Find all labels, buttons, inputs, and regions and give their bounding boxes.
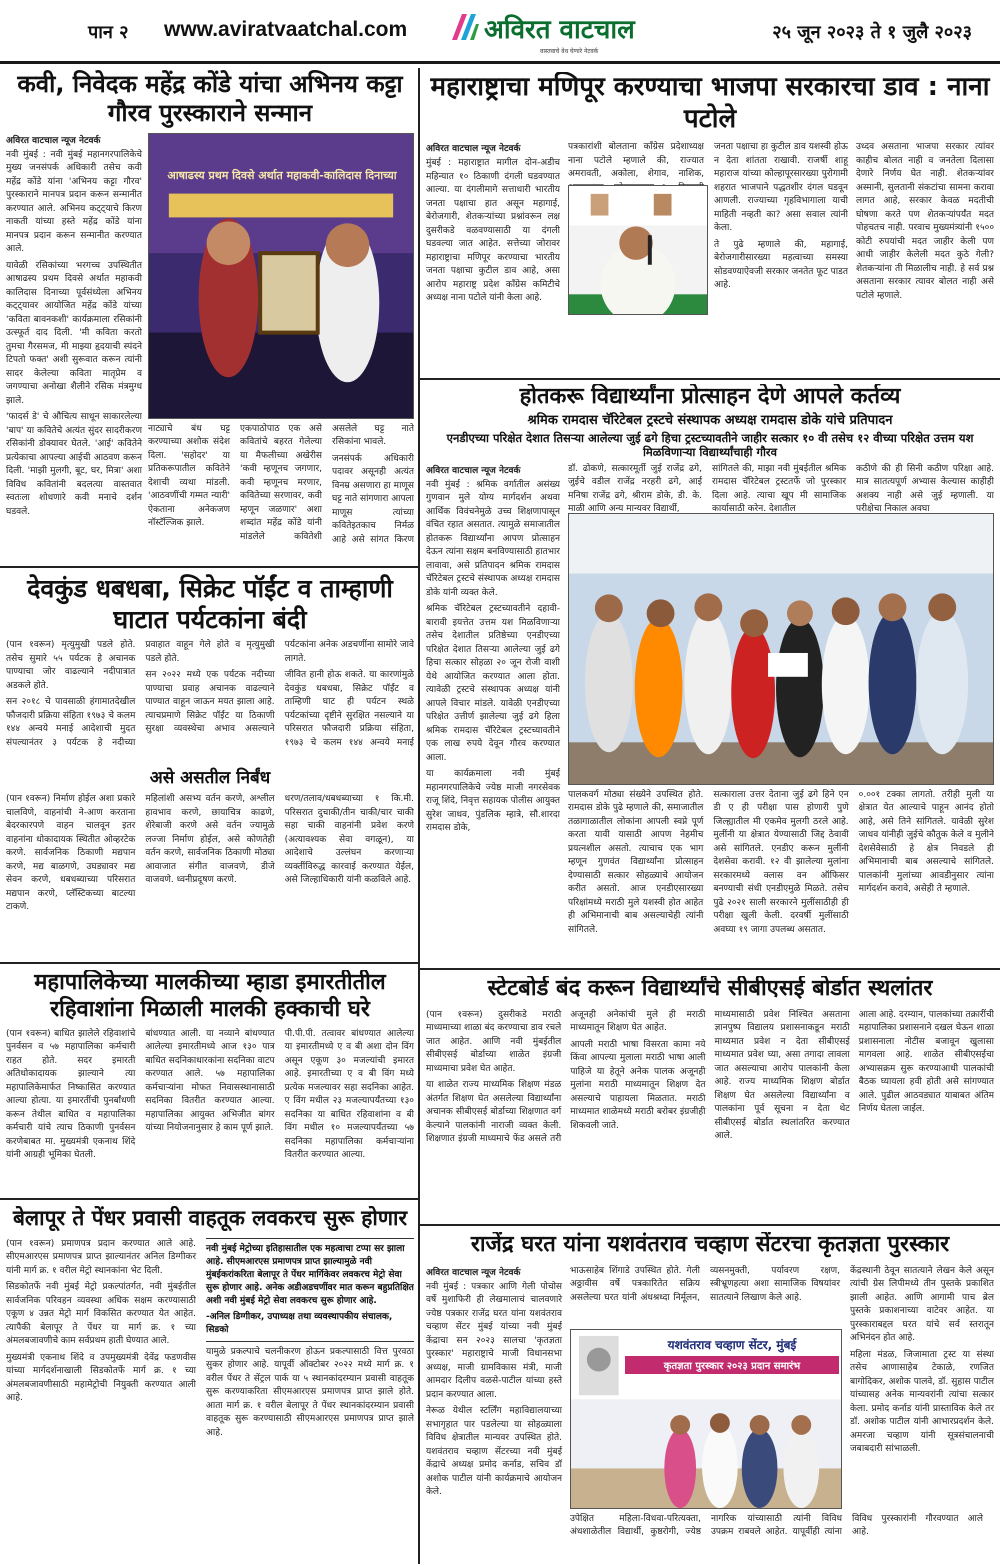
paragraph: धरण/तलाव/धबधब्याच्या १ कि.मी. परिसरात दुचाकी/तीन चाकी/चार चाकी सहा चाकी वाहनांनी प्रवेश करणे (अत्यावश्यक सेवा वगळून), या आदेशाचे उल्लंघन करणाऱ्या व्यक्तींविरुद्ध कारवाई करण्यात येईल, असे जिल्हाधिकारी यांनी कळविले आहे. [284, 794, 414, 885]
paragraph: सन २०१८ चे पावसाळी हंगामातदेखील फौजदारी प्रक्रिया संहिता १९७३ चे कलम १४४ अन्वये मनाई आदेशाची मुदत संपल्यानंतर ३ पर्यटक हे नदीच्या प्रवाहात वाहून गेले होते व मृत्युमुखी पडले होते. [6, 640, 275, 748]
byline: अविरत वाटचाल न्यूज नेटवर्क [426, 1267, 521, 1278]
paragraph: केंद्रस्थानी ठेवून सातत्याने लेखन केले असून त्यांची ग्रेस लिपीमध्ये तीन पुस्तके प्रकाशित झाली आहेत. आणि आगामी पाच ब्रेल पुस्तके प्रकाशनाच्या वाटेवर आहेत. या पुरस्काराबद्दल घरत यांचे सर्व स्तरातून अभिनंदन होत आहे. [850, 1265, 994, 1344]
headline: कवी, निवेदक महेंद्र कोंडे यांचा अभिनय कट्टा गौरव पुरस्काराने सन्मान [17, 70, 403, 128]
paragraph: महिला मंडळ, जिजामाता ट्रस्ट या संस्था तसेच आणासाहेब टेकाळे, रणजित बागोदिकर, अशोक पालवे, डॉ. सुहास पाटील यांच्यासह अनेक मान्यवरांनी त्यांचा सत्कार केला. प्रमोद कर्नाड यांनी प्रास्ताविक केले तर डॉ. अशोक पाटील यांनी आभारप्रदर्शन केले. अमरजा चव्हाण यांनी सूत्रसंचालनाची जबाबदारी सांभाळली. [850, 1349, 994, 1455]
byline: अविरत वाटचाल न्यूज नेटवर्क [426, 144, 521, 155]
paragraph: बांधण्यात आली. या नव्याने बांधण्यात आलेल्या इमारतीमध्ये आज १३० पात्र बाधित सदनिकाधारकांना सदनिका वाटप करण्यात आले. ५७ महापालिका कर्मचाऱ्यांना मोफत निवासस्थानासाठी सदनिका वितरीत करण्यात आल्या. महापालिका आयुक्त अभिजीत बांगर यांच्या नियोजनानुसार हे काम पूर्ण झाले. [145, 1028, 275, 1134]
paragraph: (पान १वरून) निर्माण होईल अशा प्रकारे चालविणे, वाहनांची ने-आण करताना बेदरकारपणे वाहन चालवून इतर वाहनांना धोकादायक स्थितीत ओव्हरटेक करणे. सार्वजनिक ठिकाणी मद्यपान करणे, मद्य बाळगणे, उघड्यावर मद्य सेवन करणे, धबधब्याच्या परिसरात मद्यपान करणे, प्लॅस्टिकच्या बाटल्या टाकणे. [6, 794, 136, 912]
byline: अविरत वाटचाल न्यूज नेटवर्क [6, 135, 101, 146]
paragraph: सांगितले की, माझा नवी मुंबईतील श्रमिक रामदास चॅरिटेबल ट्रस्टतर्फे जो पुरस्कार दिला आहे. त्याचा खूप मी सामाजिक कार्यासाठी करेन. देशातील [712, 463, 846, 515]
paragraph: मुंबई : महाराष्ट्रात मागील दोन-अडीच महिन्यात १० ठिकाणी दंगली घडवण्यात आल्या. या दंगलीमागे सत्ताधारी भारतीय जनता पक्षाचा हात असून महागाई, बेरोजगारी, शेतकऱ्यांच्या प्रश्नांवरून लक्ष दुसरीकडे वळवण्यासाठी या दंगली घडवल्या जात आहेत. सत्तेच्या जोरावर महाराष्ट्राचा मणिपूर करण्याचा भारतीय जनता पक्षाचा कुटील डाव आहे, असा आरोप महाराष्ट्र प्रदेश काँग्रेस कमिटीचे अध्यक्ष नाना पटोले यांनी केला आहे. [426, 158, 560, 304]
masthead [0, 0, 1000, 64]
section-divider [420, 378, 1000, 380]
website-link[interactable]: www.aviratvaatchal.com [164, 18, 408, 41]
issue-date: २५ जून २०२३ ते १ जुलै २०२३ [772, 22, 972, 43]
headline: होतकरू विद्यार्थ्यांना प्रोत्साहन देणे आपले कर्तव्य [519, 384, 901, 409]
paragraph: श्रमिक चॅरिटेबल ट्रस्टच्यावतीने दहावी-बारावी इयत्तेत उत्तम यश मिळविणाऱ्या तसेच देशातील प्रतिष्ठेच्या एनडीएच्या परिक्षेत देशात तिसऱ्या आलेल्या जुई ढगे हिचा सत्कार सोहळा २० जून रोजी वाशी येथे आयोजित करण्यात आला होता. त्यावेळी ट्रस्टचे संस्थापक अध्यक्ष यांनी आपले विचार मांडले. यावेळी एनडीएच्या परिक्षेत उत्तीर्ण झालेल्या जुई ढगे हिला श्रमिक रामदास चॅरिटेबल ट्रस्टच्यावतीने एक लाख रुपये देवून गौरव करण्यात आला. [426, 604, 560, 763]
subheadline: श्रमिक रामदास चॅरिटेबल ट्रस्टचे संस्थापक अध्यक्ष रामदास डोके यांचे प्रतिपादन [527, 412, 893, 428]
article-gharat [426, 1232, 994, 1562]
award-ceremony-photo [570, 1329, 842, 1509]
paragraph: नवी मुंबई : पत्रकार आणि गेली पोचोस वर्षे मुशाफिरी ही लेखमालाचं चालवणारे ज्येष्ठ पत्रकार राजेंद्र घरत यांना यशवंतराव चव्हाण सेंटर मुंबई यांच्या नवी मुंबई केंद्राचा सन २०२३ सालचा 'कृतज्ञता पुरस्कार' महाराष्ट्राचे माजी विधानसभा अध्यक्ष, माजी ग्रामविकास मंत्री, माजी आमदार दिलीप वळसे-पाटील यांच्या हस्ते प्रदान करण्यात आला. [426, 1281, 562, 1400]
section-subheading: असे असतील निर्बंध [149, 768, 271, 788]
article-doke [426, 384, 994, 966]
paragraph: उध्दव असताना भाजपा सरकार त्यांवर काहीच बोलत नाही व जनतेला दिलासा देणारे निर्णय घेत नाही. शेतकऱ्यांवर अस्मानी, सुलतानी संकटांचा सामना करावा लागत आहे, सरकार केवळ मदतीची घोषणा करते पण शेतकऱ्यांपर्यंत मदत पोहचतच नाही. परवाच मुख्यमंत्र्यांनी १५०० कोटी रुपयांची मदत जाहीर केली पण आधी जाहीर केलेली मदत कुठे गेली? शेतकऱ्यांना ती मिळालीच नाही. हे सर्व प्रश्न असताना सरकार त्यावर बोलत नाही असे पटोले म्हणाले. [856, 142, 994, 301]
brand-name: अविरत वाटचाल [484, 15, 635, 45]
section-divider [420, 968, 1000, 970]
brand-tagline: वास्तवाचे वेध घेणारे नेटवर्क [540, 48, 599, 55]
paragraph: ते पुढे म्हणाले की, महागाई, बेरोजगारीसारख्या महत्वाच्या समस्या सोडवण्याऐवजी सरकार जनतेत फूट पाडत आहे. [714, 239, 848, 291]
article-patole [426, 72, 994, 376]
felicitation-photo [568, 513, 994, 785]
paragraph: सत्काराला उत्तर देताना जुई ढगे हिने एन डी ए ही परीक्षा पास होणारी पुणे जिल्ह्यातील मी एकमेव मुलगी ठरले आहे. मुलींनी या क्षेत्रात येण्यासाठी जिद्द ठेवावी असे सांगितले. एनडीए करून मुलींनी देशसेवा करावी. १२ वी झालेल्या मुलांना सरकारमध्ये क्लास वन ऑफिसर बनण्याची संधी एनडीएमुळे मिळते. तसेच पुढे २०२१ साली सरकारने मुलींसाठीही ही परीक्षा खुली केली. दरवर्षी मुलींसाठी अवघ्या १९ जागा उपलब्ध असतात. [713, 789, 849, 935]
politician-photo [568, 185, 708, 315]
paragraph: (पान १वरून) दुसरीकडे मराठी माध्यमाच्या शाळा बंद करण्याचा डाव रचले जात आहेत. आणि नवी मुंबईतील सीबीएसई बोर्डाच्या शाळेत इंग्रजी माध्यमाचा प्रवेश घेत आहेत. [426, 1009, 562, 1074]
paragraph: सन २०२२ मध्ये एक पर्यटक नदीच्या पाण्याचा प्रवाह अचानक वाढल्याने पाण्यात वाहून जाऊन मयत झाला आहे. त्याचप्रमाणे सिक्रेट पॉईंट या ठिकाणी सुरक्षा व्यवस्थेचा अभाव असल्याने पर्यटकांना अनेक अडचणींना सामोरे जावे लागते. [145, 640, 414, 734]
headline: बेलापूर ते पेंधर प्रवासी वाहतूक लवकरच सुरू होणार [12, 1206, 408, 1230]
article-belapur [6, 1206, 414, 1562]
subheadline: एनडीएच्या परिक्षेत देशात तिसऱ्या आलेल्या जुई ढगे हिचा ट्रस्टच्यावतीने जाहीर सत्कार १० वी तसेच १२ वीच्या परिक्षेत उत्तम यश मिळविणाऱ्या विद्यार्थ्यांचाही गौरव [446, 430, 974, 459]
paragraph: जनता पक्षाचा हा कुटील डाव यशस्वी होऊ न देता शांतता राखावी. राजर्षी शाहू महाराज यांच्या कोल्हापूरसारख्या पुरोगामी शहरात भाजपाने पद्धतशीर दंगल घडवून आणली. राज्याच्या गृहविभागाला याची माहिती नव्हती का? असा सवाल त्यांनी केला. [714, 142, 848, 234]
paragraph: या शाळेत राज्य माध्यमिक शिक्षण मंडळ अंतर्गत शिक्षण घेत असलेल्या विद्यार्थ्यांना अचानक सीबीएसई बोर्डाच्या शिक्षणात वर्ग केल्याने पालकांनी नाराजी व्यक्त केली. शिक्षणात इंग्रजी माध्यमाचे फेंड असले तरी अजूनही अनेकांची मुले ही मराठी माध्यमातून शिक्षण घेत आहेत. [426, 1009, 706, 1145]
section-divider [0, 962, 418, 964]
article-cbse [426, 976, 994, 1222]
quote-attribution: -अनिल डिग्गीकर, उपाध्यक्ष तथा व्यवस्थापकीय संचालक, सिडको [206, 1311, 393, 1335]
paragraph: पत्रकारांशी बोलताना काँग्रेस प्रदेशाध्यक्ष नाना पटोले म्हणाले की, राज्यात अमरावती, अकोला, शेगाव, नाशिक, [568, 142, 704, 180]
headline: महाराष्ट्राचा मणिपूर करण्याचा भाजपा सरकारचा डाव : नाना पटोले [430, 72, 990, 134]
byline: अविरत वाटचाल न्यूज नेटवर्क [426, 465, 521, 476]
paragraph: नवी मुंबई : श्रमिक वर्गातील असंख्य गुणवान मुले योग्य मार्गदर्शन अथवा आर्थिक विवंचनेमुळे उच्च शिक्षणापासून वंचित रहात असतात. त्यामुळे समाजातील होतकरू विद्यार्थ्यांना आपण प्रोत्साहन देऊन त्यांना सक्षम बनविण्यासाठी हातभार लावावा, असे प्रतिपादन श्रमिक रामदास चॅरिटेबल ट्रस्टचे संस्थापक अध्यक्ष रामदास डोके यांनी व्यक्त केले. [426, 479, 560, 598]
paragraph: महिलांशी असभ्य वर्तन करणे, अश्लील हावभाव करणे, छायाचित्र काढणे, शेरेबाजी करणे असे वर्तन ज्यामुळे लज्जा निर्माण होईल, असे कोणतेही वर्तन करणे, सार्वजनिक ठिकाणी मोठ्या आवाजात संगीत वाजवणे, डीजे वाजवणे. ध्वनीप्रदूषण करणे. [145, 794, 275, 885]
paragraph: आला आहे. दरम्यान, पालकांच्या तक्रारींची महापालिका प्रशासनाने दखल घेऊन शाळा प्रशासनाला नोटीस बजावून खुलासा मागवला आहे. शाळेत सीबीएसईचा अभ्यासक्रम सुरू करण्याआधी पालकांची बैठक घ्यायला हवी होती असे सांगण्यात आले. पुढील आठवड्यात याबाबत अंतिम निर्णय घेतला जाईल. [858, 1009, 994, 1115]
paragraph: मुख्यमंत्री एकनाथ शिंदे व उपमुख्यमंत्री देवेंद्र फडणवीस यांच्या मार्गदर्शनाखाली सिडकोतर्फे मार्ग क्र. १ च्या अंमलबजावणीसाठी महामेट्रोची नियुक्ती करण्यात आली आहे. [6, 1352, 196, 1404]
paragraph: नेरूळ येथील स्टर्लिंग महाविद्यालयाच्या सभागृहात पार पडलेल्या या सोहळ्याला विविध क्षेत्रातील मान्यवर उपस्थित होते. यशवंतराव चव्हाण सेंटरच्या नवी मुंबई केंद्राचे अध्यक्ष प्रमोद कर्नाड, सचिव डॉ अशोक पाटील यांनी कार्यक्रमाचे आयोजन केले. [426, 1406, 562, 1498]
article-mhada [6, 970, 414, 1196]
paragraph: या कार्यक्रमाला नवी मुंबई महानगरपालिकेचे ज्येष्ठ माजी नगरसेवक राजू शिंदे, निवृत्त सहायक पोलीस आयुक्त सुरेश जाधव, पुंडलिक म्हात्रे, सौ.शारदा रामदास डोके, [426, 769, 560, 834]
paragraph: नवी मुंबई : नवी मुंबई महानगरपालिकेचे मुख्य जनसंपर्क अधिकारी तसेच कवी महेंद्र कोंडे यांना 'अभिनय कट्टा गौरव' पुरस्काराने मानपत्र प्रदान करून सन्मानीत करण्यात आले. अभिनय कट्ट्याचे किरण नाकती यांच्या हस्ते महेंद्र कोंडे यांना मानपत्र प्रदान करून सन्मानीत करण्यात आले. [6, 149, 142, 255]
article-devkund [6, 574, 414, 960]
paragraph: उपेक्षित महिला-विधवा-परित्यक्ता, अंधशाळेतील विद्यार्थी, कुष्ठरोगी, ज्येष्ठ नागरिक यांच्यासाठी त्यांनी विविध उपक्रम राबवले आहेत. यापूर्वीही त्यांना विविध पुरस्कारांनी गौरवण्यात आले आहे. [570, 1513, 983, 1538]
paragraph: जीवित हानी होऊ शकते. या कारणांमुळे देवकुंड धबधबा, सिक्रेट पॉईंट व ताम्हिणी घाट ही पर्यटन स्थळे पर्यटकांच्या दृष्टीने सुरक्षित नसल्याने या परिसरात फौजदारी प्रक्रिया संहिता, १९७३ चे कलम १४४ अन्वये मनाई [284, 670, 414, 748]
paragraph: (पान १वरून) मृत्युमुखी पडले होते. तसेच सुमारे ५५ पर्यटक हे अचानक पाण्याचा जोर वाढल्याने नदीपात्रात अडकले होते. [6, 640, 136, 691]
headline: स्टेटबोर्ड बंद करून विद्यार्थ्यांचे सीबीएसई बोर्डात स्थलांतर [487, 976, 933, 1001]
banner-subtitle: कृतज्ञता पुरस्कार २०२३ प्रदान समारंभ [625, 1356, 839, 1374]
article-konde [6, 70, 414, 564]
section-divider [420, 1224, 1000, 1226]
quote-text: नवी मुंबई मेट्रोच्या इतिहासातील एक महत्वाचा टप्पा सर झाला आहे. सीएमआरएस प्रमाणपत्र प्राप्त झाल्यामुळे नवी मुंबईकरांकरिता बेलापूर ते पेंधर मार्गिकेवर लवकरच मेट्रो सेवा सुरू होणार आहे. अनेक अडीअडचणींवर मात करून बहुप्रतिक्षित अशी नवी मुंबई मेट्रो सेवा लवकरच सुरू होणार आहे. [206, 1243, 414, 1306]
headline: देवकुंड धबधबा, सिक्रेट पॉईंट व ताम्हाणी घाटात पर्यटकांना बंदी [27, 574, 393, 634]
paragraph: यावेळी रसिकांच्या भरगच्च उपस्थितीत आषाढस्य प्रथम दिवसे अर्थात महाकवी कालिदास दिनाच्या पूर्वसंध्येला अभिनय कट्ट्यावर आयोजित महेंद्र कोंडे यांच्या 'कविता बावनकशी' कार्यक्रमाला रसिकांनी उत्स्फूर्त दाद दिली. 'मी कविता करतो तुमचा गैरसमज, मी माझ्या हृदयाची स्पंदने टिपतो फक्त' अशी सुरूवात करून त्यांनी सादर केलेल्या कविता मातृप्रेम व जगण्याचा अनोखा शैलीने रसिक मंत्रमुग्ध झाले. [6, 260, 142, 406]
paragraph: (पान १वरून) बाधित झालेले रहिवाशांचे पुनर्वसन व ५७ महापालिका कर्मचारी राहत होते. सदर इमारती अतिधोकादायक झाल्याने त्या महापालिकेमार्फत निष्कासित करण्यात आल्या होत्या. या इमारतींची पुनर्बांधणी करून तेथील बाधित व महापालिका कर्मचारी यांचे त्याच ठिकाणी पुनर्वसन करणेबाबत मा. मुख्यमंत्री एकनाथ शिंदे यांनी आग्रही भूमिका घेतली. [6, 1028, 136, 1161]
paragraph: पालकवर्ग मोठ्या संख्येने उपस्थित होते. रामदास डोके पुढे म्हणाले की, समाजातील तळागाळातील लोकांना आपली स्वप्ने पूर्ण करता यावी यासाठी आपण नेहमीच प्रयत्नशील असतो. त्याचाच एक भाग म्हणून गुणवंत विद्यार्थ्यांना प्रोत्साहन देण्यासाठी सत्कार सोहळ्याचे आयोजन करीत असतो. आज एनडीएसारख्या परिक्षांमध्ये मराठी मुले यशस्वी होत आहेत ही अभिमानाची बाब असल्याचेही त्यांनी सांगितले. [568, 789, 704, 935]
headline: महापालिकेच्या मालकीच्या म्हाडा इमारतीतील रहिवाशांना मिळाली मालकी हक्काची घरे [34, 970, 386, 1022]
section-divider [0, 1198, 418, 1200]
paragraph: कठीणे की ही सिनी कठीण परिक्षा आहे. मात्र सातत्यपूर्ण अभ्यास केल्यास काहीही अशक्य नाही असे जुई म्हणाली. या परीक्षेचा निकाल अवघा [856, 463, 994, 515]
page-number: पान २ [88, 22, 129, 43]
paragraph: यामुळे प्रकल्पाचे चलनीकरण होऊन प्रकल्पासाठी वित्त पुरवठा सुकर होणार आहे. यापूर्वी ऑक्टोबर २०२२ मध्ये मार्ग क्र. १ वरील पेंधर ते सेंट्रल पार्क या ५ स्थानकांदरम्यान प्रवासी वाहतूक सुरू करण्याकरिता सीएमआरएस प्रमाणपत्र प्राप्त झाले होते. आता मार्ग क्र. १ वरील बेलापूर ते पेंधर स्थानकांदरम्यान प्रवासी वाहतूक सुरू करण्यासाठी सीएमआरएस प्रमाणपत्र प्राप्त झाले आहे. [206, 1346, 414, 1438]
brand-logo-icon [450, 10, 480, 44]
paragraph: सिडकोतर्फे नवी मुंबई मेट्रो प्रकल्पांतर्गत, नवी मुंबईतील सार्वजनिक परिवहन व्यवस्था अधिक सक्षम करण्यासाठी एकूण ४ उन्नत मेट्रो मार्ग विकसित करण्यात येत आहेत. त्यापैकी बेलापूर ते पेंधर या मार्ग क्र. १ च्या अंमलबजावणीचे काम सर्वप्रथम हाती घेण्यात आले. [6, 1282, 196, 1347]
paragraph: ०.००१ टक्का लागतो. तरीही मुली या क्षेत्रात येत आल्याचे पाहून आनंद होतो आहे, असे तिने सांगितले. यावेळी सुरेश जाधव यांनीही जुईचे कौतुक केले व मुलीने देशसेवेसाठी हे क्षेत्र निवडले ही अभिमानाची बाब असल्याचे सांगितले. पालकांनी मुलांच्या आवडीनुसार त्यांना मार्गदर्शन करावे, असेही ते म्हणाले. [858, 789, 994, 895]
paragraph: डॉ. ढोकणे, सत्कारमूर्ती जुई राजेंद्र ढगे, जुईचे वडील राजेंद्र नरहरी ढगे, आई मनिषा राजेंद्र ढगे, श्रीराम डोके, डी. के. माळी आणि अन्य मान्यवर विद्यार्थी, [568, 463, 702, 515]
paragraph: 'फादर्स डे' चे औचित्य साधून साकारलेल्या 'बाप' या कवितेचे अत्यंत सुंदर सादरीकरण रसिकांनी डोक्यावर घेतले. 'आई' कवितेने प्रत्येकाचा आपल्या आईची आठवण करून दिली. 'माझी मुलगी, बूट, घर, मित्रा' अशा विविध कवितांनी बदलत्या वास्तवात स्वतःला शोधणारे कवी मनाचे दर्शन घडवले. [6, 412, 142, 517]
paragraph: नाट्याचे बंध घट्ट करण्याच्या अशोक संदेश दिला. 'सहोदर' या प्रतिकरूपातील कवितेने देशाची व्यथा मांडली. 'आठवणींची गम्मत न्यारी' ऐकताना अनेकजण नॉस्टॅल्जिक झाले. [148, 423, 230, 529]
paragraph: पी.पी.पी. तत्वावर बांधण्यात आलेल्या या इमारतीमध्ये ए व बी अशा दोन विंग असून एकूण ३० मजल्यांची इमारत आहे. इमारतीच्या ए व बी विंग मध्ये प्रत्येक मजल्यावर सहा सदनिका आहेत. ए विंग मधील २३ मजल्यापर्यंतच्या १३० सदनिका या बाधित रहिवाशांना व बी विंग मधील १० मजल्यापर्यंतच्या ५७ सदनिका महापालिका कर्मचाऱ्यांना वितरीत करण्यात आल्या. [284, 1028, 414, 1161]
column-divider [418, 68, 420, 1564]
section-divider [0, 566, 418, 568]
pull-quote [206, 1238, 414, 1342]
photo-banner-text: आषाढस्य प्रथम दिवसे अर्थात महाकवी-कालिदास दिनाच्या [167, 168, 397, 182]
paragraph: भाऊसाहेब शिंगाडे उपस्थित होते. गेली अठ्ठावीस वर्षे पत्रकारितेत सक्रिय असलेल्या घरत यांनी अंधश्रध्दा निर्मूलन, व्यसनमुक्ती, पर्यावरण रक्षण, स्त्रीभ्रूणहत्या अशा सामाजिक विषयांवर सातत्याने लिखाण केले आहे. [570, 1265, 840, 1303]
paragraph: आपली मराठी भाषा विसरता कामा नये किंवा आपल्या मुलाला मराठी भाषा आली पाहिजे या हेतूने अनेक पालक अजूनही मुलांना मराठी माध्यमातून शिक्षण देत असल्याचे पाहायला मिळतात. मराठी माध्यमात शाळेमध्ये मराठी बरोबर इंग्रजीही शिकवली जाते. [570, 1039, 706, 1131]
paragraph: जनसंपर्क अधिकारी पदावर असूनही अत्यंत विनम्र असणारा हा माणूस घट्ट नाते सांगणारा आपला माणूस त्यांच्या कवितेइतकाच निर्मळ आहे असे सांगत किरण [332, 453, 414, 545]
paragraph: (पान १वरून) प्रमाणपत्र प्रदान करण्यात आले आहे. सीएमआरएस प्रमाणपत्र प्राप्त झाल्यानंतर अनिल डिग्गीकर यांनी मार्ग क्र. १ वरील मेट्रो स्थानकांना भेट दिली. [6, 1238, 196, 1276]
banner-title: यशवंतराव चव्हाण सेंटर, मुंबई [667, 1337, 797, 1352]
paragraph: एकपाठोपाठ एक असे कवितांचे बहरत गेलेल्या या मैफलीच्या अखेरीस 'कवी म्हणूनच जगणार, कवी म्हणूनच मरणार, कवितेच्या सरणावर, कवी म्हणून जळणार' अशा शब्दांत महेंद्र कोंडे यांनी मांडलेले कवितेशी असलेले घट्ट नाते रसिकांना भावले. [240, 423, 414, 542]
paragraph: माध्यमासाठी प्रवेश निश्चित असताना ज्ञानपुष्प विद्यालय प्रशासनाकडून मराठी माध्यमात प्रवेश न देता सीबीएसई माध्यमात प्रवेश घ्या, असा तगादा लावला जात असल्याचा आरोप पालकांनी केला आहे. राज्य माध्यमिक शिक्षण बोर्डात शिक्षण घेत असलेल्या विद्यार्थ्यांना व पालकांना पूर्व सूचना न देता थेट सीबीएसई बोर्डात स्थलांतरित करण्यात आले. [714, 1009, 850, 1142]
headline: राजेंद्र घरत यांना यशवंतराव चव्हाण सेंटरचा कृतज्ञता पुरस्कार [470, 1232, 950, 1257]
award-photo [148, 133, 414, 419]
